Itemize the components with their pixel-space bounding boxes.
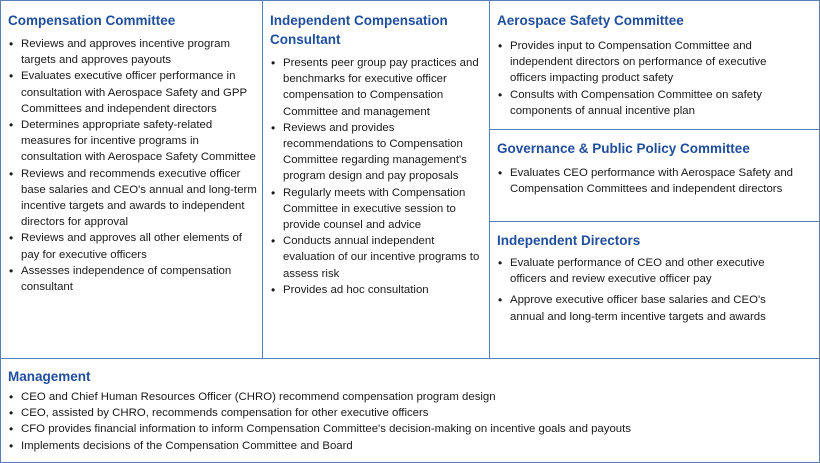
list-item: • Provides ad hoc consultation bbox=[270, 282, 482, 298]
list-item: • Implements decisions of the Compensation Committee and Board bbox=[8, 438, 808, 454]
aerospace-panel bbox=[497, 11, 797, 119]
list-item: • Reviews and approves incentive program targets and approves payouts bbox=[8, 36, 258, 68]
list-item: • Provides input to Compensation Committee and independent directors on performance of executive officers impacting product safety bbox=[497, 38, 797, 87]
divider bbox=[489, 0, 490, 359]
compensation-committee-panel bbox=[8, 11, 258, 295]
governance-title: Governance & Public Policy Committee bbox=[497, 141, 750, 156]
divider bbox=[489, 129, 820, 130]
list-item: • Presents peer group pay practices and benchmarks for executive officer compensation to Compensation Committee and management bbox=[270, 55, 482, 120]
management-title: Management bbox=[8, 369, 91, 384]
governance-panel bbox=[497, 139, 797, 197]
list-item: • Reviews and approves all other elements of pay for executive officers bbox=[8, 230, 258, 262]
directors-title: Independent Directors bbox=[497, 233, 641, 248]
list-item: • Assesses independence of compensation consultant bbox=[8, 263, 258, 295]
directors-panel bbox=[497, 231, 797, 330]
list-item: • Determines appropriate safety-related measures for incentive programs in consultation with Aerospace Safety Committee bbox=[8, 117, 258, 166]
list-item: • Evaluates executive officer performance in consultation with Aerospace Safety and GPP Committees and independent directors bbox=[8, 68, 258, 117]
compensation-committee-title: Compensation Committee bbox=[8, 13, 176, 28]
list-item: • Reviews and provides recommendations to Compensation Committee regarding management's program design and pay proposals bbox=[270, 120, 482, 185]
list-item: • Conducts annual independent evaluation of our incentive programs to assess risk bbox=[270, 233, 482, 282]
list-item: • Regularly meets with Compensation Committee in executive session to provide counsel and advice bbox=[270, 185, 482, 234]
list-item: • Evaluate performance of CEO and other executive officers and review executive officer pay bbox=[497, 255, 797, 287]
list-item: • CFO provides financial information to inform Compensation Committee's decision-making on incentive goals and payouts bbox=[8, 421, 808, 437]
management-panel bbox=[8, 367, 808, 454]
list-item: • CEO, assisted by CHRO, recommends compensation for other executive officers bbox=[8, 405, 808, 421]
aerospace-title: Aerospace Safety Committee bbox=[497, 13, 684, 28]
list-item: • CEO and Chief Human Resources Officer (CHRO) recommend compensation program design bbox=[8, 389, 808, 405]
divider bbox=[262, 0, 263, 359]
list-item: • Reviews and recommends executive officer base salaries and CEO's annual and long-term incentive targets and awards to independent directors for approval bbox=[8, 166, 258, 231]
divider bbox=[489, 221, 820, 222]
divider bbox=[0, 358, 820, 359]
list-item: • Evaluates CEO performance with Aerospace Safety and Compensation Committees and independent directors bbox=[497, 165, 797, 197]
consultant-title: Independent Compensation Consultant bbox=[270, 13, 448, 47]
list-item: • Consults with Compensation Committee on safety components of annual incentive plan bbox=[497, 87, 797, 119]
consultant-panel bbox=[270, 11, 482, 298]
list-item: • Approve executive officer base salaries and CEO's annual and long-term incentive targets and awards bbox=[497, 292, 797, 324]
